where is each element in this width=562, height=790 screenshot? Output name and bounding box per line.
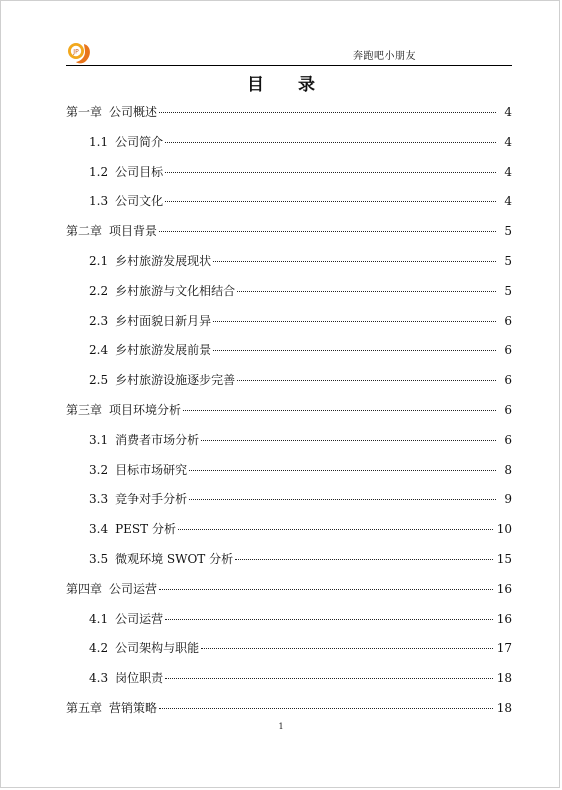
toc-dot-leader	[159, 231, 496, 232]
toc-entry-number: 3.3	[89, 492, 109, 507]
toc-section-row[interactable]	[66, 545, 512, 575]
page-number: 1	[278, 722, 284, 731]
toc-entry-page: 9	[504, 492, 512, 507]
toc-section-row[interactable]	[66, 247, 512, 277]
toc-entry-label: 消费者市场分析	[115, 432, 200, 447]
toc-entry-number: 3.1	[89, 432, 109, 447]
toc-entry-number: 第五章	[66, 700, 103, 715]
toc-entry-label: 公司运营	[109, 581, 158, 596]
toc-entry-number: 2.3	[89, 313, 109, 328]
toc-entry-page: 6	[504, 402, 512, 417]
toc-entry-number: 2.1	[89, 253, 109, 268]
toc-chapter-row[interactable]	[66, 694, 512, 724]
toc-entry-label: 乡村旅游发展前景	[115, 343, 212, 358]
toc-entry-page: 16	[496, 581, 512, 596]
toc-list	[66, 98, 512, 724]
toc-entry-page: 4	[504, 105, 512, 119]
toc-entry-label: 公司概述	[109, 105, 158, 119]
toc-section-row[interactable]	[66, 187, 512, 217]
toc-entry-page: 6	[504, 313, 512, 328]
toc-entry-label: 乡村旅游设施逐步完善	[115, 373, 236, 388]
toc-entry-page: 5	[504, 253, 512, 268]
toc-entry-label: 公司简介	[115, 134, 164, 149]
logo-text: JP	[73, 48, 79, 56]
header-divider	[66, 65, 512, 66]
toc-chapter-row[interactable]	[66, 575, 512, 605]
toc-dot-leader	[201, 440, 496, 441]
toc-entry-label: 微观环境 SWOT 分析	[115, 551, 234, 566]
toc-entry-number: 2.4	[89, 343, 109, 358]
toc-entry-number: 3.5	[89, 551, 109, 566]
toc-entry-number: 1.3	[89, 194, 109, 209]
toc-section-row[interactable]	[66, 128, 512, 158]
toc-entry-label: 乡村旅游与文化相结合	[115, 283, 236, 298]
toc-entry-label: 营销策略	[109, 700, 158, 715]
header-title: 奔跑吧小朋友	[353, 51, 416, 62]
toc-dot-leader	[201, 648, 493, 649]
toc-entry-number: 第三章	[66, 402, 103, 417]
toc-entry-label: 公司文化	[115, 194, 164, 209]
toc-entry-number: 3.4	[89, 522, 109, 537]
toc-entry-page: 5	[504, 224, 512, 239]
toc-entry-page: 18	[496, 700, 512, 715]
page-header	[66, 38, 512, 66]
toc-dot-leader	[165, 619, 493, 620]
toc-entry-label: 公司运营	[115, 611, 164, 626]
toc-entry-label: 公司目标	[115, 164, 164, 179]
toc-entry-label: 乡村面貌日新月异	[115, 313, 212, 328]
toc-entry-number: 第四章	[66, 581, 103, 596]
toc-dot-leader	[235, 559, 493, 560]
toc-entry-page: 17	[496, 641, 512, 656]
toc-entry-label: 竞争对手分析	[115, 492, 188, 507]
toc-entry-number: 4.2	[89, 641, 109, 656]
toc-entry-number: 3.2	[89, 462, 109, 477]
toc-dot-leader	[165, 172, 496, 173]
toc-dot-leader	[213, 350, 496, 351]
toc-section-row[interactable]	[66, 336, 512, 366]
toc-section-row[interactable]	[66, 426, 512, 456]
toc-entry-page: 6	[504, 432, 512, 447]
toc-dot-leader	[189, 499, 496, 500]
toc-entry-label: 公司架构与职能	[115, 641, 200, 656]
toc-chapter-row[interactable]	[66, 98, 512, 128]
toc-section-row[interactable]	[66, 605, 512, 635]
toc-entry-page: 4	[504, 194, 512, 209]
toc-section-row[interactable]	[66, 485, 512, 515]
toc-entry-label: 项目环境分析	[109, 402, 182, 417]
toc-entry-page: 6	[504, 343, 512, 358]
toc-dot-leader	[159, 112, 496, 113]
toc-entry-label: 项目背景	[109, 224, 158, 239]
toc-dot-leader	[189, 470, 496, 471]
toc-entry-number: 第一章	[66, 105, 103, 119]
toc-entry-number: 4.3	[89, 671, 109, 686]
toc-dot-leader	[183, 410, 496, 411]
toc-section-row[interactable]	[66, 456, 512, 486]
orange-swirl-logo-icon	[66, 40, 92, 64]
toc-dot-leader	[213, 321, 496, 322]
toc-entry-number: 4.1	[89, 611, 109, 626]
toc-entry-label: 乡村旅游发展现状	[115, 253, 212, 268]
toc-entry-label: PEST 分析	[115, 522, 176, 537]
toc-section-row[interactable]	[66, 307, 512, 337]
toc-chapter-row[interactable]	[66, 217, 512, 247]
toc-entry-page: 10	[496, 522, 512, 537]
toc-entry-number: 1.2	[89, 164, 109, 179]
toc-dot-leader	[213, 261, 496, 262]
toc-section-row[interactable]	[66, 515, 512, 545]
toc-entry-number: 2.2	[89, 283, 109, 298]
toc-entry-number: 第二章	[66, 224, 103, 239]
toc-title: 目 录	[247, 75, 329, 95]
toc-entry-page: 6	[504, 373, 512, 388]
toc-entry-page: 15	[496, 551, 512, 566]
toc-section-row[interactable]	[66, 277, 512, 307]
toc-entry-page: 18	[496, 671, 512, 686]
toc-section-row[interactable]	[66, 158, 512, 188]
toc-dot-leader	[165, 678, 493, 679]
toc-section-row[interactable]	[66, 634, 512, 664]
toc-section-row[interactable]	[66, 664, 512, 694]
toc-dot-leader	[237, 380, 496, 381]
toc-entry-number: 2.5	[89, 373, 109, 388]
toc-entry-page: 16	[496, 611, 512, 626]
toc-dot-leader	[159, 589, 493, 590]
toc-entry-label: 目标市场研究	[115, 462, 188, 477]
toc-entry-page: 5	[504, 283, 512, 298]
toc-entry-label: 岗位职责	[115, 671, 164, 686]
toc-dot-leader	[165, 201, 496, 202]
toc-dot-leader	[159, 708, 493, 709]
toc-dot-leader	[165, 142, 496, 143]
toc-entry-number: 1.1	[89, 134, 109, 149]
toc-dot-leader	[178, 529, 493, 530]
toc-dot-leader	[237, 291, 496, 292]
toc-entry-page: 4	[504, 164, 512, 179]
toc-entry-page: 4	[504, 134, 512, 149]
toc-entry-page: 8	[504, 462, 512, 477]
toc-section-row[interactable]	[66, 366, 512, 396]
toc-chapter-row[interactable]	[66, 396, 512, 426]
